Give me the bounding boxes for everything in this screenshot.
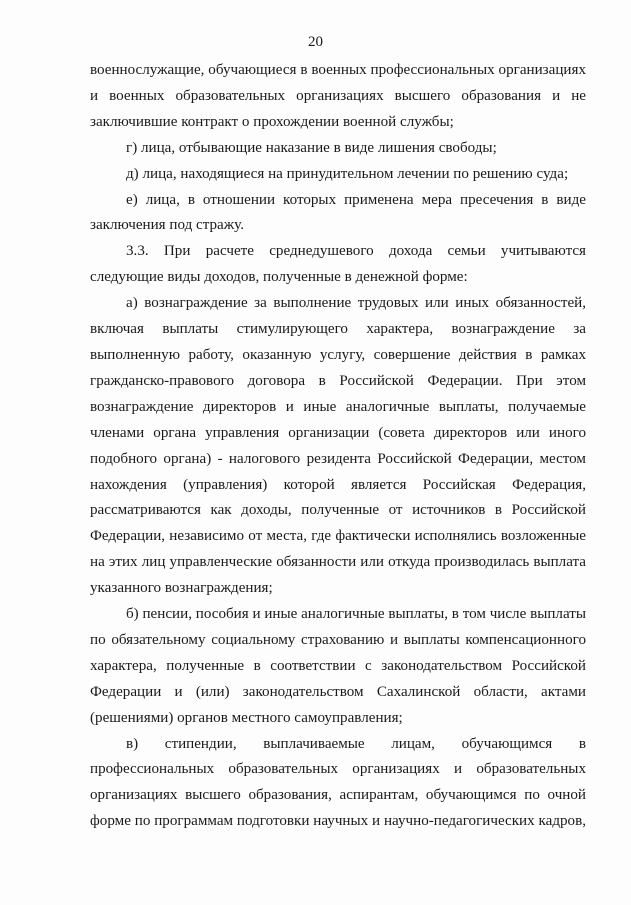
paragraph-section-3-3 bbox=[90, 239, 586, 291]
paragraph-continuation bbox=[90, 58, 586, 136]
paragraph-item-e bbox=[90, 188, 586, 240]
text-line: б) пенсии, пособия и иные аналогичные выплаты, в том числе выплаты bbox=[126, 606, 586, 623]
text-line: (решениями) органов местного самоуправления; bbox=[90, 709, 403, 726]
text-line: членами органа управления организации (совета директоров или иного bbox=[90, 424, 586, 441]
text-line: е) лица, в отношении которых применена мера пресечения в виде bbox=[126, 191, 586, 208]
text-line: военнослужащие, обучающиеся в военных профессиональных организациях bbox=[90, 62, 586, 78]
paragraph-item-a bbox=[90, 291, 586, 602]
document-body bbox=[90, 58, 586, 835]
paragraph-item-g bbox=[90, 136, 586, 162]
text-line: 3.3. При расчете среднедушевого дохода семьи учитываются bbox=[126, 243, 586, 260]
text-line: подобного органа) - налогового резидента Российской Федерации, местом bbox=[90, 450, 586, 467]
text-line: профессиональных образовательных организациях и образовательных bbox=[90, 761, 586, 778]
text-line: Федерации и (или) законодательством Сахалинской области, актами bbox=[90, 683, 586, 700]
text-line: Федерации, независимо от места, где фактически исполнялись возложенные bbox=[90, 528, 586, 545]
text-line: гражданско-правового договора в Российской Федерации. При этом bbox=[90, 372, 586, 389]
text-line: характера, полученные в соответствии с законодательством Российской bbox=[90, 657, 586, 674]
text-line: г) лица, отбывающие наказание в виде лишения свободы; bbox=[126, 139, 497, 156]
paragraph-item-b bbox=[90, 602, 586, 732]
text-line: рассматриваются как доходы, полученные от источников в Российской bbox=[90, 502, 586, 519]
text-line: на этих лиц управленческие обязанности или откуда производилась выплата bbox=[90, 554, 586, 571]
text-line: форме по программам подготовки научных и научно-педагогических кадров, bbox=[90, 813, 586, 830]
paragraph-item-d bbox=[90, 162, 586, 188]
page-number: 20 bbox=[308, 34, 323, 50]
text-line: заключившие контракт о прохождении военной службы; bbox=[90, 113, 454, 130]
text-line: по обязательному социальному страхованию и выплаты компенсационного bbox=[90, 631, 586, 648]
text-line: нахождения (управления) которой является Российская Федерация, bbox=[90, 476, 586, 493]
text-line: указанного вознаграждения; bbox=[90, 580, 273, 597]
text-line: а) вознаграждение за выполнение трудовых или иных обязанностей, bbox=[126, 295, 586, 312]
text-line: следующие виды доходов, полученные в денежной форме: bbox=[90, 269, 468, 286]
text-line: в) стипендии, выплачиваемые лицам, обучающимся в bbox=[126, 735, 586, 752]
text-line: вознаграждение директоров и иные аналогичные выплаты, получаемые bbox=[90, 398, 586, 415]
text-line: и военных образовательных организациях высшего образования и не bbox=[90, 87, 586, 104]
text-line: д) лица, находящиеся на принудительном лечении по решению суда; bbox=[126, 165, 569, 182]
text-line: заключения под стражу. bbox=[90, 217, 244, 234]
paragraph-item-v bbox=[90, 732, 586, 836]
text-line: организациях высшего образования, аспирантам, обучающимся по очной bbox=[90, 787, 586, 804]
text-line: выполненную работу, оказанную услугу, совершение действия в рамках bbox=[90, 346, 586, 363]
text-line: включая выплаты стимулирующего характера, вознаграждение за bbox=[90, 321, 586, 338]
